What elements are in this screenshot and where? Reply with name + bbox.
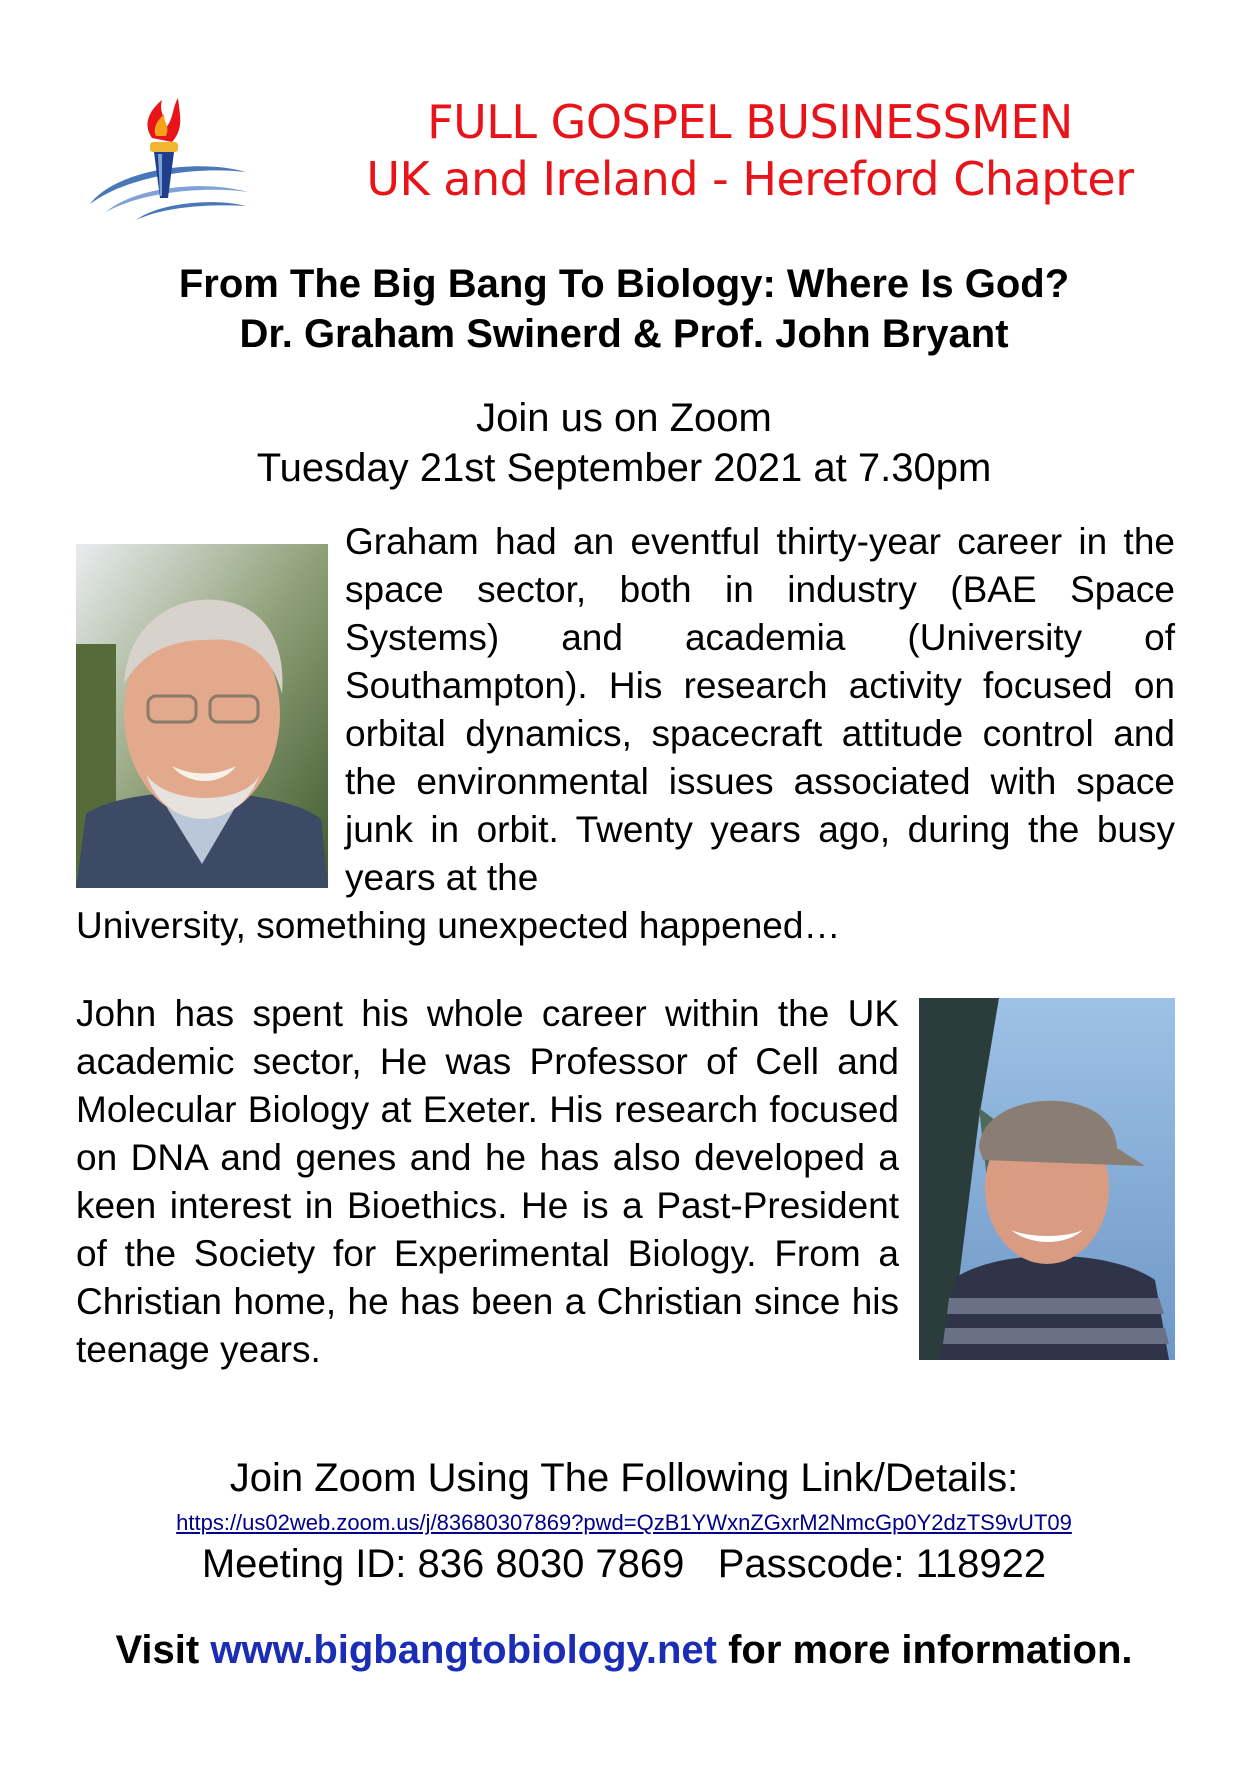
john-portrait-photo — [919, 998, 1175, 1360]
speakers-line: Dr. Graham Swinerd & Prof. John Bryant — [239, 312, 1009, 356]
chapter-subtitle: UK and Ireland - Hereford Chapter — [366, 152, 1134, 206]
organisation-title: FULL GOSPEL BUSINESSMEN — [427, 95, 1073, 149]
visit-website-line — [0, 1622, 1248, 1678]
zoom-details-heading: Join Zoom Using The Following Link/Details: — [229, 1456, 1019, 1500]
visit-suffix: for more information. — [716, 1628, 1133, 1672]
talk-title: From The Big Bang To Biology: Where Is God? — [178, 262, 1070, 306]
event-date-line: Tuesday 21st September 2021 at 7.30pm — [256, 446, 992, 490]
visit-prefix: Visit — [115, 1628, 211, 1672]
website-link[interactable]: www.bigbangtobiology.net — [210, 1628, 717, 1672]
graham-bio-wrapped: Graham had an eventful thirty-year career in the space sector, both in industry (BAE Space Systems) and academia (University of Southampton). His research activity focused on orbital dynamics, spacecraft attitude control and the environmental issues associated with space junk in orbit. Twenty years ago, during the busy years at the — [345, 521, 1175, 898]
john-bio: John has spent his whole career within the UK academic sector, He was Professor of Cell and Molecular Biology at Exeter. His research focused on DNA and genes and he has also developed a keen interest in Bioethics. He is a Past-President of the Society for Experimental Biology. From a Christian home, he has been a Christian since his teenage years. — [76, 993, 899, 1370]
zoom-invite-line: Join us on Zoom — [476, 396, 772, 440]
zoom-meeting-link[interactable]: https://us02web.zoom.us/j/83680307869?pwd=QzB1YWxnZGxrM2NmcGp0Y2dzTS9vUT09 — [176, 1510, 1072, 1535]
graham-portrait-photo — [76, 544, 328, 888]
graham-bio-continued: University, something unexpected happened… — [76, 905, 841, 946]
meeting-id-passcode: Meeting ID: 836 8030 7869 Passcode: 118922 — [201, 1542, 1047, 1586]
torch-flame-logo-icon — [76, 80, 256, 230]
